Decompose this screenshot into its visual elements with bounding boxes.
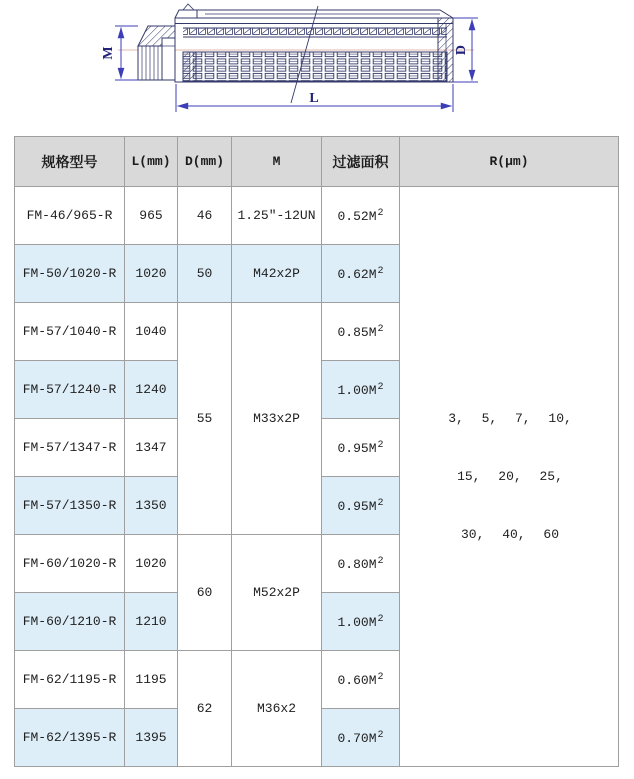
cell-filter-area: [322, 535, 400, 593]
cell-model: FM-60/1020-R: [15, 535, 125, 593]
cell-diameter-merged: 55: [178, 303, 232, 535]
cell-model: FM-60/1210-R: [15, 593, 125, 651]
filter-element-drawing: [0, 0, 634, 132]
area-value: 0.60M: [337, 672, 377, 688]
cell-length: 1195: [125, 651, 178, 709]
cell-diameter-merged: 60: [178, 535, 232, 651]
area-value: 0.95M: [337, 498, 377, 514]
cell-length: 1020: [125, 245, 178, 303]
cell-length: 1240: [125, 361, 178, 419]
cell-diameter: 46: [178, 187, 232, 245]
cell-micron-ratings: [400, 187, 619, 767]
cell-length: 1347: [125, 419, 178, 477]
header-thread: M: [232, 137, 322, 187]
cell-filter-area: [322, 245, 400, 303]
header-length: L(mm): [125, 137, 178, 187]
dim-label-d: D: [454, 44, 469, 56]
area-value: 0.52M: [337, 208, 377, 224]
cell-length: 965: [125, 187, 178, 245]
cell-filter-area: [322, 419, 400, 477]
area-exponent: 2: [377, 497, 384, 509]
cell-model: FM-62/1195-R: [15, 651, 125, 709]
spec-table: [14, 136, 619, 767]
cell-model: FM-57/1350-R: [15, 477, 125, 535]
cell-model: FM-50/1020-R: [15, 245, 125, 303]
cell-thread-merged: M36x2: [232, 651, 322, 767]
header-row: [15, 137, 619, 187]
area-value: 1.00M: [337, 614, 377, 630]
cell-thread: M42x2P: [232, 245, 322, 303]
area-value: 0.85M: [337, 324, 377, 340]
area-value: 0.95M: [337, 440, 377, 456]
cell-filter-area: [322, 187, 400, 245]
cell-length: 1395: [125, 709, 178, 767]
cell-filter-area: [322, 361, 400, 419]
area-value: 0.80M: [337, 556, 377, 572]
micron-line-2: 15, 20, 25,: [457, 468, 563, 484]
micron-line-3: 30, 40, 60: [460, 526, 559, 542]
dim-label-l: L: [309, 91, 319, 106]
area-exponent: 2: [377, 265, 384, 277]
area-exponent: 2: [377, 555, 384, 567]
cell-diameter-merged: 62: [178, 651, 232, 767]
area-value: 1.00M: [337, 382, 377, 398]
cell-filter-area: [322, 303, 400, 361]
filter-drawing-svg: [0, 0, 634, 132]
cell-thread: 1.25"-12UN: [232, 187, 322, 245]
cell-diameter: 50: [178, 245, 232, 303]
cell-filter-area: [322, 593, 400, 651]
cell-filter-area: [322, 477, 400, 535]
area-exponent: 2: [377, 381, 384, 393]
cell-model: FM-57/1040-R: [15, 303, 125, 361]
cell-length: 1210: [125, 593, 178, 651]
cell-length: 1040: [125, 303, 178, 361]
area-exponent: 2: [377, 671, 384, 683]
cell-model: FM-57/1240-R: [15, 361, 125, 419]
area-exponent: 2: [377, 729, 384, 741]
cell-filter-area: [322, 651, 400, 709]
area-value: 0.62M: [337, 266, 377, 282]
cell-thread-merged: M52x2P: [232, 535, 322, 651]
area-exponent: 2: [377, 439, 384, 451]
area-exponent: 2: [377, 613, 384, 625]
cell-length: 1350: [125, 477, 178, 535]
header-filter-area: 过滤面积: [322, 137, 400, 187]
cell-model: FM-46/965-R: [15, 187, 125, 245]
cell-model: FM-62/1395-R: [15, 709, 125, 767]
header-model: 规格型号: [15, 137, 125, 187]
cell-thread-merged: M33x2P: [232, 303, 322, 535]
area-exponent: 2: [377, 207, 384, 219]
micron-line-1: 3, 5, 7, 10,: [448, 410, 572, 426]
cell-length: 1020: [125, 535, 178, 593]
table-row: [15, 187, 619, 245]
header-diameter: D(mm): [178, 137, 232, 187]
cell-filter-area: [322, 709, 400, 767]
header-micron-rating: R(μm): [400, 137, 619, 187]
dim-label-m: M: [101, 46, 116, 60]
area-value: 0.70M: [337, 730, 377, 746]
area-exponent: 2: [377, 323, 384, 335]
cell-model: FM-57/1347-R: [15, 419, 125, 477]
